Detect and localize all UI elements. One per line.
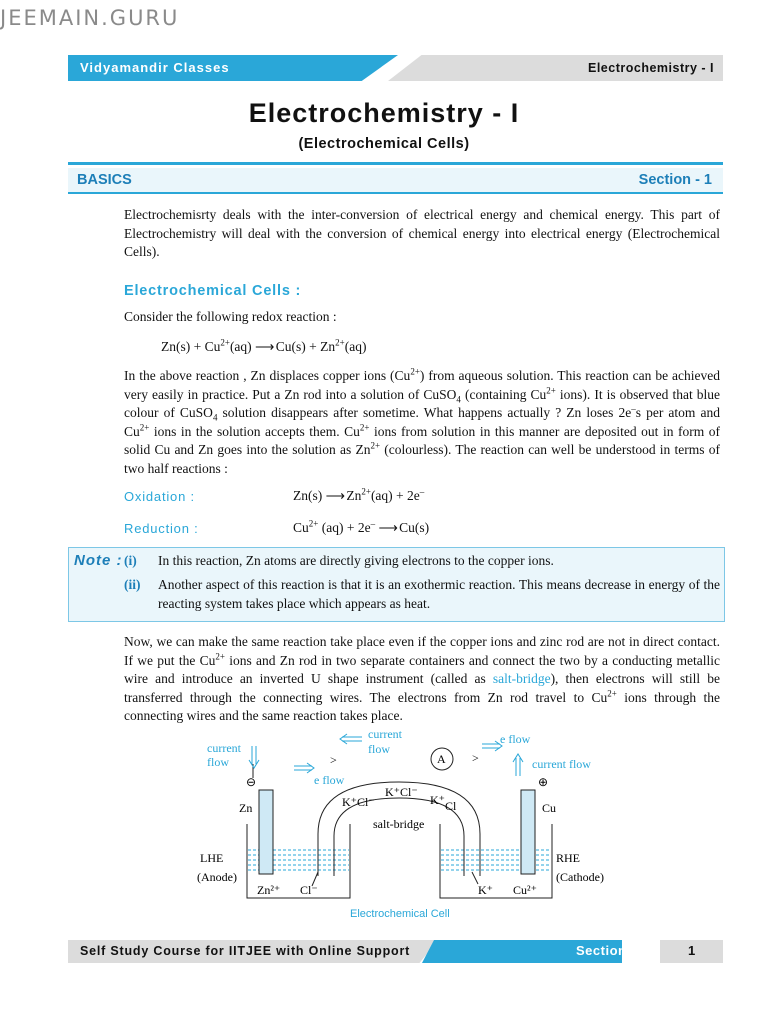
cells-heading: Electrochemical Cells : [124, 283, 302, 299]
oxidation-label: Oxidation : [124, 489, 195, 504]
section-bar [68, 168, 723, 194]
left-flow-label: flow [207, 755, 229, 769]
salt-bridge-term: salt-bridge [492, 671, 551, 686]
zn-label: Zn [239, 801, 253, 815]
page-title: Electrochemistry - I [248, 98, 520, 128]
publisher-name: Vidyamandir Classes [80, 60, 230, 75]
watermark: JEEMAIN.GURU [0, 6, 180, 30]
section-title: BASICS [77, 172, 132, 188]
diagram-caption: Electrochemical Cell [350, 908, 450, 920]
top-flow-label: flow [368, 742, 390, 756]
reduction-equation: $Cu^{2+}$ (aq) + 2e– ⟶ Cu(s) [293, 518, 430, 535]
left-e-flow-label: e flow [314, 773, 345, 787]
left-current-label: current [207, 741, 241, 755]
svg-text:Cl: Cl [445, 799, 457, 813]
zn-rod [259, 790, 273, 874]
svg-text:Zn²⁺: Zn²⁺ [257, 883, 281, 897]
cathode-label: (Cathode) [556, 870, 604, 884]
cu-label: Cu [542, 801, 557, 815]
note-item-2: Another aspect of this reaction is that it is an exothermic reaction. This means decrease in energy of the reacting system takes place which appears as heat. [158, 577, 720, 611]
note-label: Note : [74, 552, 123, 569]
page-number: 1 [688, 943, 696, 958]
consider-text: Consider the following redox reaction : [124, 309, 337, 324]
page-subtitle: (Electrochemical Cells) [298, 136, 470, 152]
intro-paragraph: Electrochemisrty deals with the inter-conversion of electrical energy and chemical energy. This part of Electrochemistry will deal with the conversion of chemical energy into electrical energy (Electrochemical Cells). [124, 207, 720, 259]
svg-text:Cl⁻: Cl⁻ [300, 883, 318, 897]
reduction-label: Reduction : [124, 521, 199, 536]
svg-text:K⁺: K⁺ [478, 883, 493, 897]
svg-text:Cu²⁺: Cu²⁺ [513, 883, 537, 897]
section-rule [68, 162, 723, 165]
redox-equation: $Zn(s) + Cu^{2+}(aq)$ ⟶ $Cu(s) + Zn^{2+}(aq)$ [161, 337, 367, 354]
left-arrow-icon [340, 734, 347, 744]
minus-terminal-icon: ⊖ [246, 775, 257, 789]
lhe-label: LHE [200, 851, 224, 865]
svg-text:>: > [330, 753, 337, 767]
top-e-flow-label: e flow [500, 732, 531, 746]
down-arrow-icon [249, 760, 259, 768]
electrochemical-cell-diagram [190, 724, 620, 924]
svg-text:K⁺Cl⁻: K⁺Cl⁻ [342, 795, 375, 809]
right-current-flow-label: current flow [532, 757, 591, 771]
oxidation-equation: Zn(s) ⟶ $Zn^{2+}(aq) + 2e^-$ [293, 486, 425, 503]
footer-section: Section 1 [576, 943, 639, 958]
ammeter-label: A [437, 752, 446, 766]
section-number: Section - 1 [638, 172, 712, 188]
footer-course-title: Self Study Course for IITJEE with Online Support [80, 944, 411, 958]
svg-text:K⁺: K⁺ [430, 793, 445, 807]
anode-label: (Anode) [197, 870, 237, 884]
reaction-explanation: In the above reaction , Zn displaces copper ions $(Cu^{2+})$ from aqueous solution. This reaction can be achieved very easily in practice. Put a Zn rod into a solution of CuSO$_4$ (containing $Cu^{2+}$ ions). It is observed that blue colour of CuSO$_4$ solution disappears after sometime. What happens actually ? Zn loses 2e–s per atom and $Cu^{2+}$ ions in the solution accepts them. $Cu^{2+}$ ions from solution in this manner are deposited out in form of solid Cu and Zn goes into the solution as $Zn^{2+}$ (colourless). The reaction can well be understood in terms of two half reactions : [124, 366, 720, 476]
note-item-1: In this reaction, Zn atoms are directly giving electrons to the copper ions. [158, 553, 554, 568]
up-arrow-icon [513, 754, 523, 762]
svg-text:>: > [472, 751, 479, 765]
note-index-1: (i) [124, 553, 137, 568]
plus-terminal-icon: ⊕ [538, 775, 549, 789]
cu-rod [521, 790, 535, 874]
note-index-2: (ii) [124, 577, 141, 592]
svg-text:K⁺Cl⁻: K⁺Cl⁻ [385, 785, 418, 799]
rhe-label: RHE [556, 851, 580, 865]
top-current-label: current [368, 727, 402, 741]
salt-bridge-label: salt-bridge [373, 817, 425, 831]
salt-bridge-paragraph: Now, we can make the same reaction take place even if the copper ions and zinc rod are not in direct contact. If we put the $Cu^{2+}$ ions and Zn rod in two separate containers and connect the two by a conducting metallic wire and introduce an inverted U shape instrument (called as salt-bridge), then electrons will still be transferred through the connecting wires. The electrons from Zn rod travel to $Cu^{2+}$ ions through the connecting wires and the same reaction takes place. [124, 634, 721, 723]
header-chapter: Electrochemistry - I [587, 61, 714, 75]
